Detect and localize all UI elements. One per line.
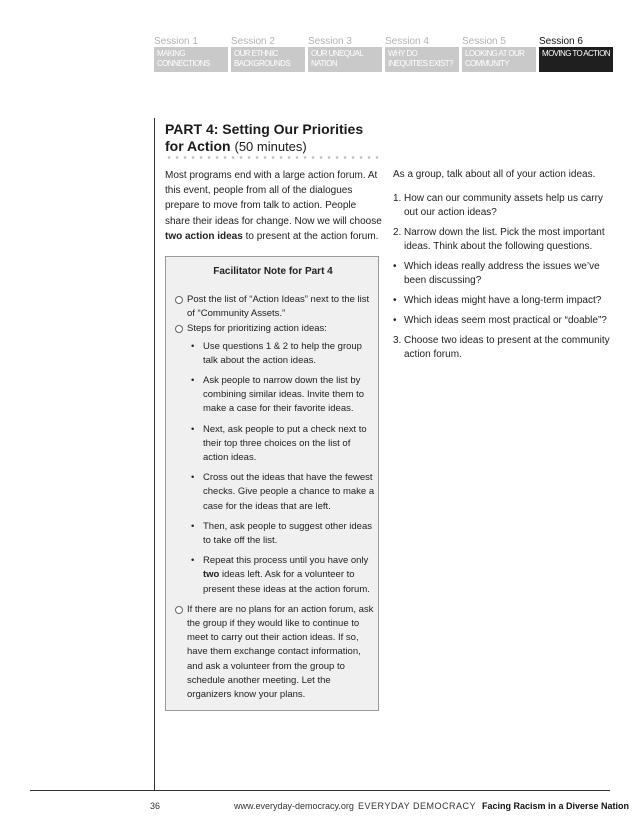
session-name: LOOKING AT OUR COMMUNITY	[465, 49, 525, 68]
facilitator-item-text: Post the list of “Action Ideas” next to the list of “Community Assets.”	[187, 294, 370, 320]
session-label: Session 2	[231, 36, 275, 47]
session-name: WHY DO INEQUITIES EXIST?	[388, 49, 453, 68]
discussion-item	[393, 314, 611, 328]
session-tab-3	[308, 36, 382, 72]
page-number: 36	[150, 801, 161, 811]
discussion-lead: As a group, talk about all of your action ideas.	[393, 169, 596, 180]
part-title: PART 4: Setting Our Priorities for Action	[165, 121, 364, 154]
session-tabs	[154, 36, 608, 72]
item-marker: 3.	[393, 335, 402, 346]
discussion-item	[393, 192, 611, 220]
step-text: Ask people to narrow down the list by combining similar ideas. Invite them to make a case for their favorite ideas.	[203, 375, 365, 415]
item-marker: 2.	[393, 227, 402, 238]
session-name: MAKING CONNECTIONS	[157, 49, 210, 68]
intro-text-end: to present at the action forum.	[242, 230, 379, 242]
session-label: Session 6	[539, 36, 583, 47]
margin-rule	[154, 118, 155, 790]
item-marker: •	[393, 261, 397, 272]
session-label: Session 3	[308, 36, 352, 47]
item-marker: •	[393, 315, 397, 326]
facilitator-item	[174, 293, 376, 321]
discussion-item	[393, 334, 611, 362]
facilitator-note-title: Facilitator Note for Part 4	[213, 266, 333, 277]
item-marker: 1.	[393, 193, 402, 204]
footer-organization: EVERYDAY DEMOCRACY	[358, 801, 477, 811]
session-tab-1	[154, 36, 228, 72]
step-text: Cross out the ideas that have the fewest checks. Give people a chance to make a case for the ideas that are left.	[203, 472, 375, 512]
facilitator-item	[174, 603, 376, 702]
session-tab-5	[462, 36, 536, 72]
step-item	[189, 554, 376, 597]
intro-text: Most programs end with a large action forum. At this event, people from all of the dialogues prepare to move from talk to action. People share their ideas for change. Now we will choose	[165, 170, 382, 227]
footer-url[interactable]: www.everyday-democracy.org	[234, 801, 354, 811]
item-text: Narrow down the list. Pick the most important ideas. Think about the following questions.	[404, 227, 605, 252]
step-text: Then, ask people to suggest other ideas to take off the list.	[203, 520, 373, 547]
part-duration: (50 minutes)	[234, 139, 307, 154]
step-emphasis: two	[203, 569, 220, 581]
dotted-divider	[165, 156, 380, 159]
session-tab-6	[539, 36, 613, 72]
discussion-item	[393, 294, 611, 308]
step-item	[189, 520, 376, 548]
facilitator-item-text: Steps for prioritizing action ideas:	[187, 323, 327, 335]
session-name: MOVING TO ACTION	[542, 49, 610, 58]
prioritizing-steps	[187, 340, 376, 597]
session-box	[539, 47, 613, 72]
session-label: Session 5	[462, 36, 506, 47]
item-text: Which ideas seem most practical or “doable”?	[404, 315, 607, 326]
session-box	[385, 47, 459, 72]
session-name: OUR ETHNIC BACKGROUNDS	[234, 49, 291, 68]
step-text: Repeat this process until you have only	[203, 555, 369, 567]
discussion-item	[393, 226, 611, 254]
part-heading	[165, 121, 380, 155]
step-text: Next, ask people to put a check next to their top three choices on the list of action ideas.	[203, 423, 367, 464]
step-item	[189, 340, 376, 368]
intro-paragraph	[165, 168, 383, 244]
item-text: Choose two ideas to present at the community action forum.	[404, 335, 610, 360]
facilitator-item	[174, 322, 376, 596]
footer-book-title: Facing Racism in a Diverse Nation	[482, 801, 630, 811]
step-item	[189, 423, 376, 466]
item-marker: •	[393, 295, 397, 306]
facilitator-item-text: If there are no plans for an action forum, ask the group if they would like to continue to meet to carry out their action ideas. If so, have them exchange contact information, and ask a volunteer from the group to schedule another meeting. Let the organizers know your plans.	[187, 603, 374, 701]
facilitator-note-list	[174, 293, 376, 703]
session-box	[308, 47, 382, 72]
discussion-column	[393, 168, 611, 368]
step-item	[189, 374, 376, 417]
step-item	[189, 471, 376, 514]
session-box	[154, 47, 228, 72]
item-text: Which ideas might have a long-term impact?	[404, 295, 602, 306]
session-label: Session 1	[154, 36, 198, 47]
footer-rule	[30, 790, 610, 791]
session-box	[231, 47, 305, 72]
session-box	[462, 47, 536, 72]
session-name: OUR UNEQUAL NATION	[311, 49, 363, 68]
discussion-item	[393, 260, 611, 288]
intro-emphasis: two action ideas	[165, 230, 243, 242]
facilitator-note-box	[165, 256, 379, 711]
session-tab-2	[231, 36, 305, 72]
item-text: Which ideas really address the issues we’ve been discussing?	[404, 261, 600, 286]
session-label: Session 4	[385, 36, 429, 47]
session-tab-4	[385, 36, 459, 72]
step-text: Use questions 1 & 2 to help the group talk about the action ideas.	[203, 340, 362, 366]
step-text-end: ideas left. Ask for a volunteer to present these ideas at the action forum.	[203, 569, 370, 595]
item-text: How can our community assets help us carry out our action ideas?	[404, 193, 603, 218]
